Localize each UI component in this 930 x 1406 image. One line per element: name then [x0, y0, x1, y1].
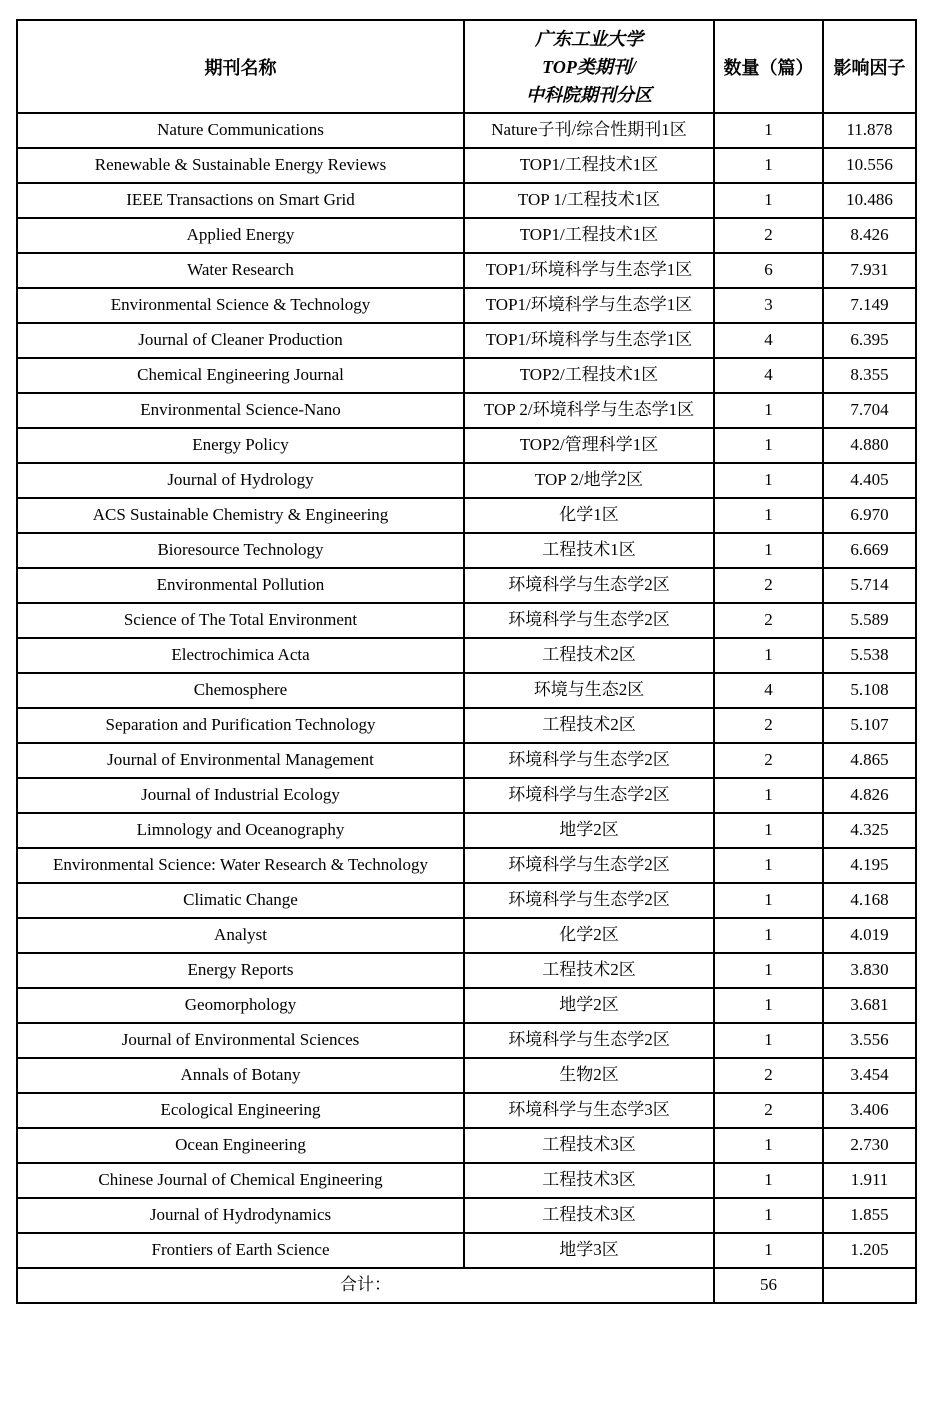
- category-cell: 环境科学与生态学2区: [464, 778, 714, 813]
- table-row: [17, 988, 916, 1023]
- impact-cell: 6.395: [823, 323, 916, 358]
- category-cell: 工程技术2区: [464, 638, 714, 673]
- impact-cell: 3.556: [823, 1023, 916, 1058]
- journal-cell: IEEE Transactions on Smart Grid: [17, 183, 464, 218]
- impact-cell: 4.195: [823, 848, 916, 883]
- count-cell: 1: [714, 918, 823, 953]
- impact-cell: 8.355: [823, 358, 916, 393]
- category-cell: 环境科学与生态学2区: [464, 603, 714, 638]
- table-row: [17, 603, 916, 638]
- category-cell: 地学2区: [464, 988, 714, 1023]
- journal-cell: Applied Energy: [17, 218, 464, 253]
- category-cell: TOP2/工程技术1区: [464, 358, 714, 393]
- count-cell: 1: [714, 1163, 823, 1198]
- table-row: [17, 1023, 916, 1058]
- category-cell: 生物2区: [464, 1058, 714, 1093]
- impact-column-header: 影响因子: [823, 20, 916, 113]
- impact-cell: 4.826: [823, 778, 916, 813]
- total-count-cell: 56: [714, 1268, 823, 1303]
- impact-cell: 1.855: [823, 1198, 916, 1233]
- table-row: [17, 848, 916, 883]
- count-cell: 1: [714, 533, 823, 568]
- journal-cell: Environmental Pollution: [17, 568, 464, 603]
- impact-cell: 4.325: [823, 813, 916, 848]
- count-cell: 6: [714, 253, 823, 288]
- category-cell: TOP1/工程技术1区: [464, 148, 714, 183]
- category-cell: 环境科学与生态学2区: [464, 743, 714, 778]
- impact-cell: 5.714: [823, 568, 916, 603]
- table-row: [17, 428, 916, 463]
- impact-cell: 4.405: [823, 463, 916, 498]
- impact-cell: 4.880: [823, 428, 916, 463]
- impact-cell: 4.168: [823, 883, 916, 918]
- journal-cell: Bioresource Technology: [17, 533, 464, 568]
- table-row: [17, 463, 916, 498]
- table-row: [17, 1163, 916, 1198]
- count-cell: 1: [714, 848, 823, 883]
- table-row: [17, 883, 916, 918]
- count-cell: 1: [714, 498, 823, 533]
- total-label-cell: 合计：: [17, 1268, 714, 1303]
- journal-cell: Annals of Botany: [17, 1058, 464, 1093]
- journal-cell: Chemosphere: [17, 673, 464, 708]
- table-row: [17, 323, 916, 358]
- category-cell: TOP1/环境科学与生态学1区: [464, 288, 714, 323]
- category-cell: TOP 2/环境科学与生态学1区: [464, 393, 714, 428]
- impact-cell: 8.426: [823, 218, 916, 253]
- count-cell: 2: [714, 743, 823, 778]
- count-cell: 2: [714, 218, 823, 253]
- table-row: [17, 218, 916, 253]
- table-row: [17, 918, 916, 953]
- total-impact-cell: [823, 1268, 916, 1303]
- impact-cell: 3.681: [823, 988, 916, 1023]
- journal-cell: Journal of Environmental Management: [17, 743, 464, 778]
- header-row: [17, 20, 916, 113]
- category-cell: 环境科学与生态学2区: [464, 568, 714, 603]
- category-cell: 工程技术2区: [464, 708, 714, 743]
- category-cell: TOP2/管理科学1区: [464, 428, 714, 463]
- journal-cell: Limnology and Oceanography: [17, 813, 464, 848]
- count-cell: 3: [714, 288, 823, 323]
- count-cell: 4: [714, 673, 823, 708]
- journal-cell: Water Research: [17, 253, 464, 288]
- journal-cell: Environmental Science & Technology: [17, 288, 464, 323]
- count-cell: 1: [714, 638, 823, 673]
- table-row: [17, 1093, 916, 1128]
- category-cell: 环境与生态2区: [464, 673, 714, 708]
- category-cell: 环境科学与生态学2区: [464, 848, 714, 883]
- category-cell: 地学3区: [464, 1233, 714, 1268]
- count-cell: 1: [714, 1198, 823, 1233]
- impact-cell: 5.538: [823, 638, 916, 673]
- impact-cell: 3.406: [823, 1093, 916, 1128]
- journal-cell: Nature Communications: [17, 113, 464, 148]
- table-row: [17, 813, 916, 848]
- journal-cell: Journal of Industrial Ecology: [17, 778, 464, 813]
- impact-cell: 5.589: [823, 603, 916, 638]
- impact-cell: 7.149: [823, 288, 916, 323]
- impact-cell: 7.931: [823, 253, 916, 288]
- impact-cell: 3.830: [823, 953, 916, 988]
- journal-cell: Energy Reports: [17, 953, 464, 988]
- impact-cell: 3.454: [823, 1058, 916, 1093]
- table-row: [17, 113, 916, 148]
- table-row: [17, 778, 916, 813]
- category-header-line-3: 中科院期刊分区: [526, 84, 652, 105]
- count-cell: 1: [714, 813, 823, 848]
- total-row: [17, 1268, 916, 1303]
- journal-cell: Ocean Engineering: [17, 1128, 464, 1163]
- category-cell: 地学2区: [464, 813, 714, 848]
- impact-cell: 5.107: [823, 708, 916, 743]
- journal-cell: Journal of Hydrology: [17, 463, 464, 498]
- count-cell: 2: [714, 708, 823, 743]
- table-row: [17, 743, 916, 778]
- count-cell: 4: [714, 323, 823, 358]
- journal-cell: Journal of Cleaner Production: [17, 323, 464, 358]
- category-cell: 工程技术3区: [464, 1163, 714, 1198]
- journal-cell: Climatic Change: [17, 883, 464, 918]
- category-cell: 工程技术2区: [464, 953, 714, 988]
- journal-cell: Frontiers of Earth Science: [17, 1233, 464, 1268]
- journal-table: [16, 19, 917, 1304]
- table-row: [17, 1198, 916, 1233]
- count-cell: 1: [714, 953, 823, 988]
- table-body: [17, 113, 916, 1268]
- category-header-line-2: TOP类期刊/: [542, 56, 636, 77]
- count-cell: 2: [714, 568, 823, 603]
- category-cell: 化学2区: [464, 918, 714, 953]
- journal-cell: Journal of Environmental Sciences: [17, 1023, 464, 1058]
- category-cell: 环境科学与生态学2区: [464, 1023, 714, 1058]
- journal-cell: Geomorphology: [17, 988, 464, 1023]
- category-cell: 环境科学与生态学3区: [464, 1093, 714, 1128]
- journal-cell: Electrochimica Acta: [17, 638, 464, 673]
- count-cell: 1: [714, 883, 823, 918]
- table-row: [17, 358, 916, 393]
- category-cell: 工程技术3区: [464, 1128, 714, 1163]
- table-row: [17, 1058, 916, 1093]
- count-cell: 1: [714, 1128, 823, 1163]
- count-column-header: 数量（篇）: [714, 20, 823, 113]
- impact-cell: 1.205: [823, 1233, 916, 1268]
- count-cell: 1: [714, 988, 823, 1023]
- table-row: [17, 673, 916, 708]
- category-cell: TOP1/环境科学与生态学1区: [464, 253, 714, 288]
- impact-cell: 10.556: [823, 148, 916, 183]
- impact-cell: 1.911: [823, 1163, 916, 1198]
- journal-cell: Science of The Total Environment: [17, 603, 464, 638]
- table-row: [17, 183, 916, 218]
- journal-cell: Renewable & Sustainable Energy Reviews: [17, 148, 464, 183]
- category-header-line-1: 广东工业大学: [535, 28, 643, 49]
- table-row: [17, 393, 916, 428]
- impact-cell: 4.019: [823, 918, 916, 953]
- table-row: [17, 708, 916, 743]
- table-row: [17, 638, 916, 673]
- category-cell: TOP1/工程技术1区: [464, 218, 714, 253]
- table-row: [17, 148, 916, 183]
- count-cell: 1: [714, 1023, 823, 1058]
- category-cell: 工程技术3区: [464, 1198, 714, 1233]
- count-cell: 2: [714, 1058, 823, 1093]
- count-cell: 1: [714, 778, 823, 813]
- journal-cell: Ecological Engineering: [17, 1093, 464, 1128]
- category-cell: TOP1/环境科学与生态学1区: [464, 323, 714, 358]
- table-row: [17, 953, 916, 988]
- journal-cell: Separation and Purification Technology: [17, 708, 464, 743]
- count-cell: 1: [714, 148, 823, 183]
- table-row: [17, 498, 916, 533]
- category-cell: TOP 1/工程技术1区: [464, 183, 714, 218]
- table-row: [17, 288, 916, 323]
- impact-cell: 10.486: [823, 183, 916, 218]
- journal-cell: Environmental Science-Nano: [17, 393, 464, 428]
- count-cell: 1: [714, 463, 823, 498]
- category-cell: 化学1区: [464, 498, 714, 533]
- count-cell: 1: [714, 1233, 823, 1268]
- journal-cell: Journal of Hydrodynamics: [17, 1198, 464, 1233]
- category-cell: Nature子刊/综合性期刊1区: [464, 113, 714, 148]
- table-row: [17, 1233, 916, 1268]
- category-cell: 环境科学与生态学2区: [464, 883, 714, 918]
- impact-cell: 7.704: [823, 393, 916, 428]
- count-cell: 1: [714, 393, 823, 428]
- impact-cell: 6.970: [823, 498, 916, 533]
- count-cell: 4: [714, 358, 823, 393]
- journal-cell: ACS Sustainable Chemistry & Engineering: [17, 498, 464, 533]
- impact-cell: 4.865: [823, 743, 916, 778]
- impact-cell: 5.108: [823, 673, 916, 708]
- category-cell: 工程技术1区: [464, 533, 714, 568]
- count-cell: 1: [714, 428, 823, 463]
- table-row: [17, 1128, 916, 1163]
- journal-cell: Environmental Science: Water Research & Technology: [17, 848, 464, 883]
- journal-column-header: 期刊名称: [17, 20, 464, 113]
- table-row: [17, 568, 916, 603]
- impact-cell: 11.878: [823, 113, 916, 148]
- journal-cell: Chinese Journal of Chemical Engineering: [17, 1163, 464, 1198]
- table-row: [17, 533, 916, 568]
- count-cell: 2: [714, 1093, 823, 1128]
- category-cell: TOP 2/地学2区: [464, 463, 714, 498]
- impact-cell: 6.669: [823, 533, 916, 568]
- category-column-header: [464, 20, 714, 113]
- count-cell: 1: [714, 113, 823, 148]
- count-cell: 2: [714, 603, 823, 638]
- journal-cell: Energy Policy: [17, 428, 464, 463]
- journal-cell: Analyst: [17, 918, 464, 953]
- table-row: [17, 253, 916, 288]
- journal-cell: Chemical Engineering Journal: [17, 358, 464, 393]
- impact-cell: 2.730: [823, 1128, 916, 1163]
- count-cell: 1: [714, 183, 823, 218]
